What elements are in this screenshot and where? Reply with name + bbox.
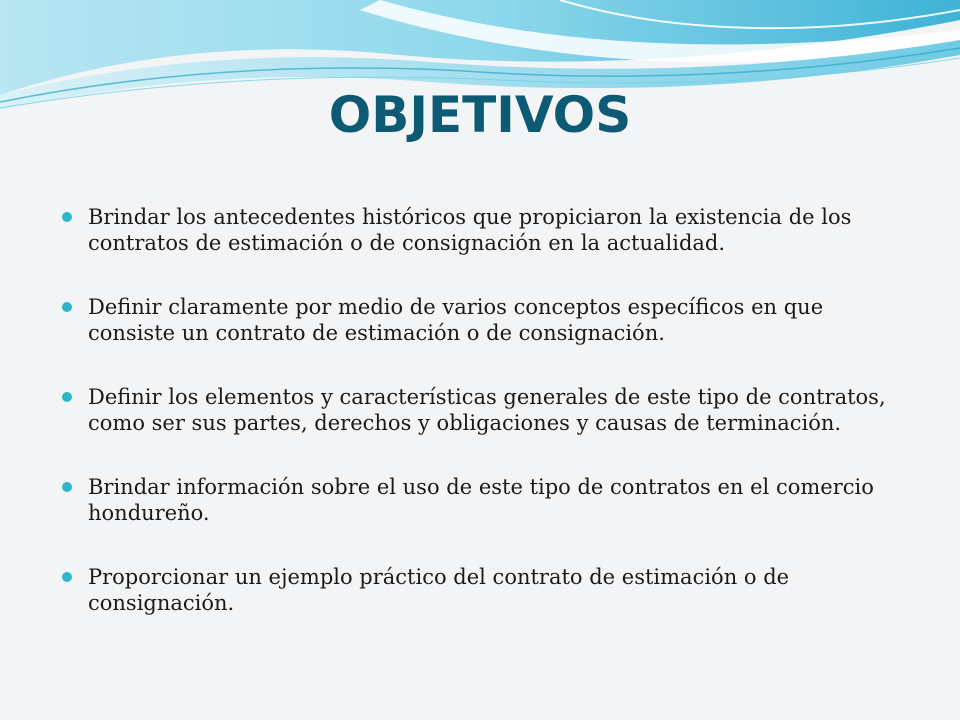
bullet-icon — [62, 392, 72, 402]
list-item — [62, 294, 912, 346]
list-item — [62, 564, 912, 616]
list-item — [62, 204, 912, 256]
bullet-icon — [62, 302, 72, 312]
list-item — [62, 384, 912, 436]
list-item-text: Brindar los antecedentes históricos que propiciaron la existencia de los contratos de estimación o de consignación en la actualidad. — [88, 205, 852, 255]
bullet-icon — [62, 482, 72, 492]
list-item-text: Brindar información sobre el uso de este tipo de contratos en el comercio hondureño. — [88, 475, 874, 525]
list-item-text: Definir claramente por medio de varios conceptos específicos en que consiste un contrato de estimación o de consignación. — [88, 295, 824, 345]
bullet-icon — [62, 212, 72, 222]
bullet-icon — [62, 572, 72, 582]
list-item — [62, 474, 912, 526]
slide-title: OBJETIVOS — [328, 86, 632, 144]
list-item-text: Proporcionar un ejemplo práctico del contrato de estimación o de consignación. — [88, 565, 790, 615]
objectives-list — [62, 204, 912, 654]
list-item-text: Definir los elementos y características generales de este tipo de contratos, como ser sus partes, derechos y obligaciones y causas de terminación. — [88, 385, 886, 435]
